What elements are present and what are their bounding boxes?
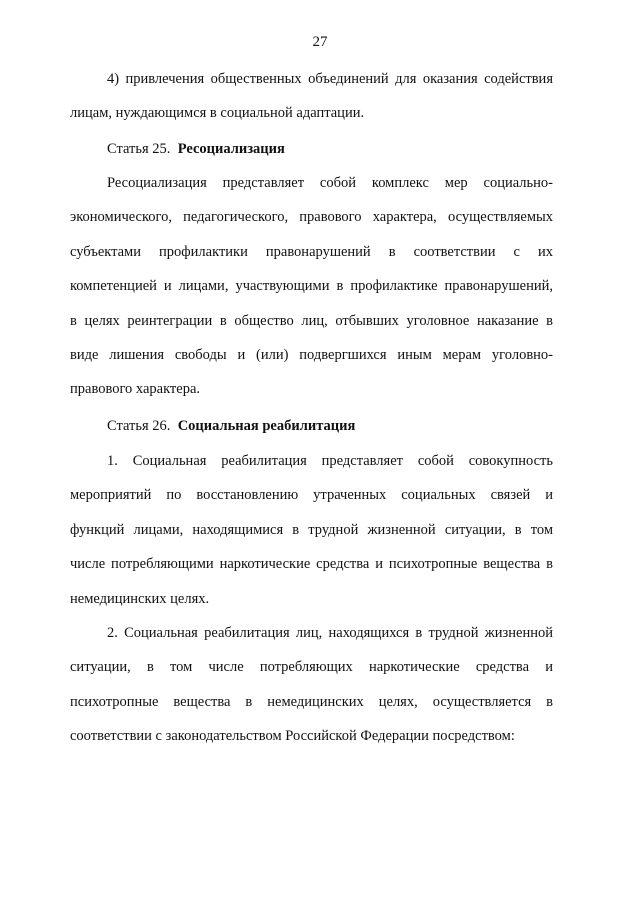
item-4-paragraph <box>70 62 553 131</box>
article-25-line: компетенцией и лицами, участвующими в профилактике правонарушений, <box>70 278 553 295</box>
article-26-p2-line: 2. Социальная реабилитация лиц, находящихся в трудной жизненной <box>107 625 553 641</box>
article-26-p2-line: ситуации, в том числе потребляющих наркотические средства и <box>70 659 553 676</box>
article-26-p1-line: немедицинских целях. <box>70 590 210 607</box>
article-26-p1-line: 1. Социальная реабилитация представляет собой совокупность <box>107 453 553 469</box>
article-26-paragraph-1 <box>70 444 553 616</box>
article-26-title: Социальная реабилитация <box>177 418 356 434</box>
article-25-title: Ресоциализация <box>177 141 285 157</box>
article-25-line: Ресоциализация представляет собой комплекс мер социально- <box>107 175 553 191</box>
article-26-p2-line: соответствии с законодательством Российской Федерации посредством: <box>70 728 515 745</box>
item-4-line-2: лицам, нуждающимся в социальной адаптации. <box>70 105 365 122</box>
article-26-p1-line: числе потребляющими наркотические средства и психотропные вещества в <box>70 556 553 573</box>
item-4-line-1: 4) привлечения общественных объединений для оказания содействия <box>107 71 553 87</box>
article-26-p2-line: психотропные вещества в немедицинских целях, осуществляется в <box>70 693 553 710</box>
article-25-paragraph <box>70 166 553 407</box>
article-25-line: правового характера. <box>70 381 201 398</box>
page-number: 27 <box>312 34 328 50</box>
article-25-line: экономического, педагогического, правового характера, осуществляемых <box>70 209 553 226</box>
article-25-line: виде лишения свободы и (или) подвергшихся иным мерам уголовно- <box>70 346 553 363</box>
article-26-p1-line: мероприятий по восстановлению утраченных социальных связей и <box>70 487 553 504</box>
article-26-heading <box>70 409 553 443</box>
article-26-p1-line: функций лицами, находящимися в трудной жизненной ситуации, в том <box>70 521 553 538</box>
article-25-line: субъектами профилактики правонарушений в соответствии с их <box>70 243 553 260</box>
article-25-line: в целях реинтеграции в общество лиц, отбывших уголовное наказание в <box>70 312 553 329</box>
article-25-heading <box>70 132 553 166</box>
article-25-label: Статья 25. <box>107 141 171 157</box>
article-26-label: Статья 26. <box>107 418 171 434</box>
article-26-paragraph-2 <box>70 616 553 754</box>
